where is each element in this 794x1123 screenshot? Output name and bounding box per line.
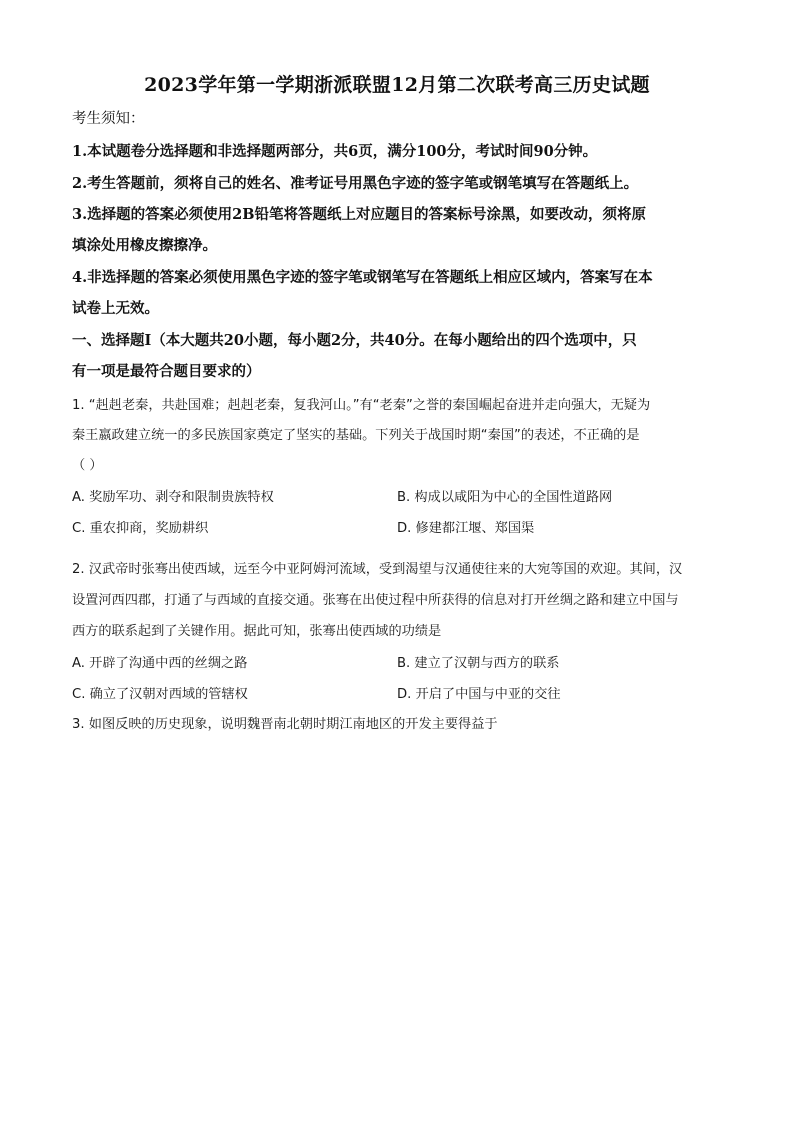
question-2-option-d[interactable]: D. 开启了中国与中亚的交往 bbox=[397, 687, 561, 702]
notice-item-1: 1.本试题卷分选择题和非选择题两部分，共6页，满分100分，考试时间90分钟。 bbox=[72, 143, 598, 160]
question-2-option-a[interactable]: A. 开辟了沟通中西的丝绸之路 bbox=[72, 656, 248, 671]
section-heading-line1: 一、选择题Ⅰ（本大题共20小题，每小题2分，共40分。在每小题给出的四个选项中，只 bbox=[72, 332, 637, 349]
notice-item-4-line1: 4.非选择题的答案必须使用黑色字迹的签字笔或钢笔写在答题纸上相应区域内，答案写在本 bbox=[72, 269, 653, 286]
notice-heading: 考生须知： bbox=[72, 111, 145, 127]
question-2-option-b[interactable]: B. 建立了汉朝与西方的联系 bbox=[397, 656, 560, 671]
notice-item-3-line1: 3.选择题的答案必须使用2B铅笔将答题纸上对应题目的答案标号涂黑，如要改动，须将原 bbox=[72, 206, 646, 223]
question-1-option-d[interactable]: D. 修建都江堰、郑国渠 bbox=[397, 521, 535, 536]
notice-item-3-line2: 填涂处用橡皮擦擦净。 bbox=[72, 237, 217, 254]
question-1-stem-line2: 秦王嬴政建立统一的多民族国家奠定了坚实的基础。下列关于战国时期“秦国”的表述，不正确的是 bbox=[72, 428, 640, 443]
question-1-stem-line1: 1. “赳赳老秦，共赴国难；赳赳老秦，复我河山。”有“老秦”之誉的秦国崛起奋进并走向强大，无疑为 bbox=[72, 398, 651, 413]
question-1-option-b[interactable]: B. 构成以咸阳为中心的全国性道路网 bbox=[397, 490, 613, 505]
notice-item-4-line2: 试卷上无效。 bbox=[72, 300, 159, 317]
notice-item-2: 2.考生答题前，须将自己的姓名、准考证号用黑色字迹的签字笔或钢笔填写在答题纸上。 bbox=[72, 175, 639, 192]
question-1-option-a[interactable]: A. 奖励军功、剥夺和限制贵族特权 bbox=[72, 490, 274, 505]
exam-title: 2023学年第一学期浙派联盟12月第二次联考高三历史试题 bbox=[144, 74, 650, 96]
section-heading-line2: 有一项是最符合题目要求的） bbox=[72, 363, 261, 380]
question-2-stem-line2: 设置河西四郡，打通了与西域的直接交通。张骞在出使过程中所获得的信息对打开丝绸之路和建立中国与 bbox=[72, 593, 679, 608]
question-2-stem-line3: 西方的联系起到了关键作用。据此可知，张骞出使西域的功绩是 bbox=[72, 624, 442, 639]
question-3-stem-line1: 3. 如图反映的历史现象，说明魏晋南北朝时期江南地区的开发主要得益于 bbox=[72, 717, 498, 732]
question-1-answer-blank: （ ） bbox=[72, 458, 103, 473]
question-2-stem-line1: 2. 汉武帝时张骞出使西域，远至今中亚阿姆河流域，受到渴望与汉通使往来的大宛等国的欢迎。其间，汉 bbox=[72, 562, 683, 577]
question-1-option-c[interactable]: C. 重农抑商，奖励耕织 bbox=[72, 521, 209, 536]
question-2-option-c[interactable]: C. 确立了汉朝对西域的管辖权 bbox=[72, 687, 248, 702]
